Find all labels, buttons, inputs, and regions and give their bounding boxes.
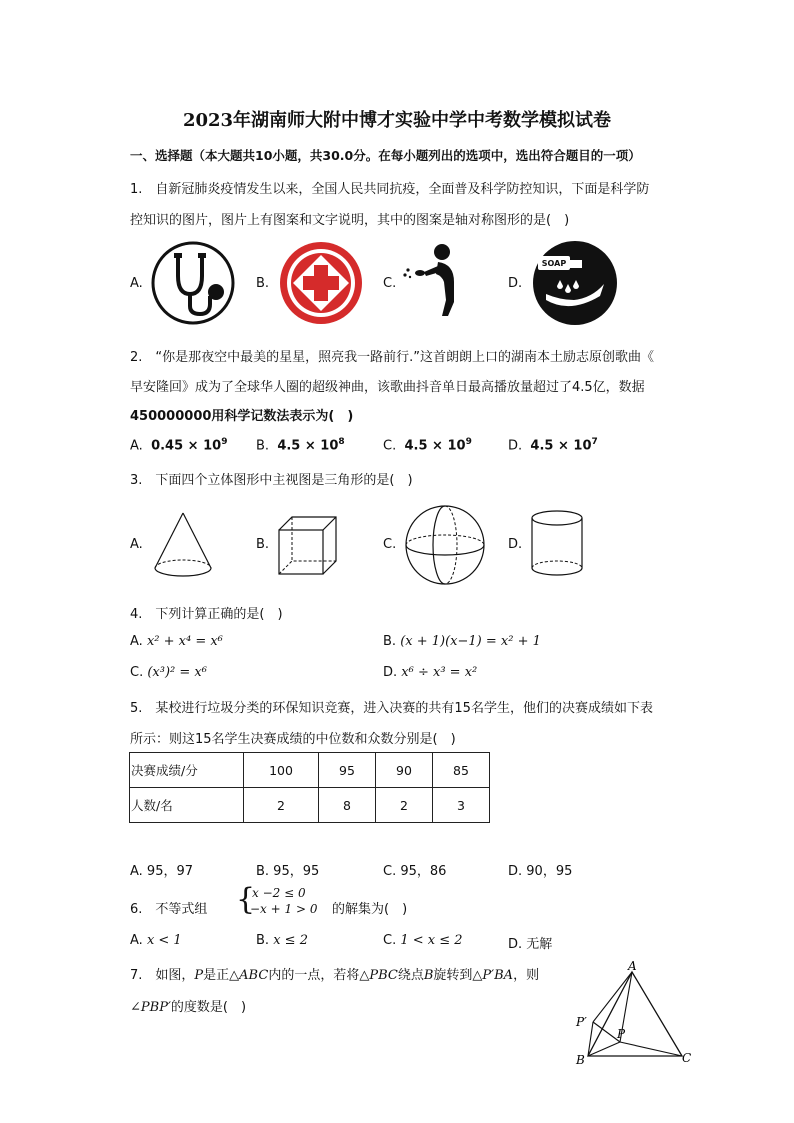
- table-cell: 3: [433, 788, 490, 823]
- q3-label-b: B.: [256, 537, 270, 552]
- q6-brace: {: [236, 882, 256, 917]
- q6-option-a: [130, 933, 182, 948]
- soap-handwash-icon: [530, 238, 620, 328]
- table-cell: 2: [244, 788, 319, 823]
- table-row: [130, 788, 490, 823]
- soap-label: SOAP: [541, 259, 567, 268]
- fig-label-p: P: [617, 1027, 626, 1041]
- cylinder-shape: [528, 508, 586, 580]
- q4-b-expr: (x + 1)(x−1) = x² + 1: [400, 634, 541, 649]
- q2-a-base: 0.45 × 10: [151, 438, 222, 454]
- q2-b-base: 4.5 × 10: [277, 438, 339, 454]
- q7-tri-abc: △ABC: [229, 968, 269, 983]
- fig-label-a: A: [628, 959, 637, 973]
- table-cell: 人数/名: [130, 788, 244, 823]
- q7-point-p: P: [194, 968, 204, 983]
- table-cell: 100: [244, 753, 319, 788]
- q7-line1: [130, 964, 539, 983]
- q7-tri-pba: △P′BA: [472, 968, 514, 983]
- q2-line2: 早安隆回》成为了全球华人圈的超级神曲，该歌曲抖音单日最高播放量超过了4.5亿，数据: [130, 380, 645, 395]
- q6-inequality-2: −x + 1 > 0: [250, 902, 318, 916]
- q2-d-exp: 7: [591, 437, 598, 447]
- q6-prefix: 6. 不等式组: [130, 902, 208, 917]
- q2-c-base: 4.5 × 10: [404, 438, 466, 454]
- table-cell: 决赛成绩/分: [130, 753, 244, 788]
- q2-c-label: C.: [383, 438, 397, 454]
- fig-label-pprime: P′: [576, 1015, 587, 1029]
- q2-b-label: B.: [256, 438, 270, 454]
- q6-option-c: [383, 933, 463, 948]
- q5-line1: 5. 某校进行垃圾分类的环保知识竞赛，进入决赛的共有15名学生，他们的决赛成绩如下表: [130, 701, 653, 716]
- cube-shape: [276, 514, 340, 578]
- q7-triangle-figure: [572, 960, 696, 1070]
- q7-point-b: B: [423, 968, 434, 983]
- q5-option-d: D. 90，95: [508, 864, 573, 879]
- q4-option-b: [383, 634, 541, 649]
- q6-c-label: C.: [383, 933, 397, 948]
- q7-text-h: 旋转到: [433, 968, 473, 983]
- q4-c-expr: (x³)² = x⁶: [147, 665, 207, 680]
- q3-label-d: D.: [508, 537, 523, 552]
- cone-shape: [150, 510, 216, 580]
- q7-text-f: 绕点: [397, 968, 424, 983]
- q6-option-b: [256, 933, 308, 948]
- q3-line1: 3. 下面四个立体图形中主视图是三角形的是( ): [130, 473, 413, 488]
- q1-line2: 控知识的图片，图片上有图案和文字说明，其中的图案是轴对称图形的是( ): [130, 213, 570, 228]
- q5-option-c: C. 95，86: [383, 864, 447, 879]
- q2-option-c: [383, 437, 472, 453]
- q2-option-b: [256, 437, 345, 453]
- q2-line1: 2. “你是那夜空中最美的星星，照亮我一路前行.”这首朗朗上口的湖南本土励志原创歌曲《: [130, 350, 655, 365]
- q2-d-base: 4.5 × 10: [530, 438, 592, 454]
- table-cell: 95: [319, 753, 376, 788]
- fig-label-c: C: [682, 1051, 692, 1065]
- table-row: [130, 753, 490, 788]
- section-heading: 一、选择题（本大题共10小题，共30.0分。在每小题列出的选项中，选出符合题目的一项）: [130, 148, 641, 163]
- q2-d-label: D.: [508, 438, 523, 454]
- q2-a-label: A.: [130, 438, 143, 454]
- q4-a-expr: x² + x⁴ = x⁶: [146, 634, 223, 649]
- q6-option-d: [508, 933, 552, 952]
- q2-a-exp: 9: [221, 437, 228, 447]
- q7-line2: [130, 996, 246, 1015]
- q7-text-b: 是正: [203, 968, 230, 983]
- q7-angle: ∠PBP′: [130, 1000, 171, 1015]
- q1-label-a: A.: [130, 276, 143, 291]
- stethoscope-icon: [150, 240, 236, 326]
- q1-label-c: C.: [383, 276, 397, 291]
- q2-option-d: [508, 437, 598, 453]
- q5-option-b: B. 95，95: [256, 864, 320, 879]
- q4-option-d: [383, 665, 477, 680]
- red-cross-icon: [278, 240, 364, 326]
- sphere-shape: [403, 503, 487, 587]
- q7-text-2b: 的度数是( ): [170, 1000, 247, 1015]
- sneezing-person-icon: [402, 242, 466, 318]
- fig-label-b: B: [576, 1053, 585, 1067]
- q6-inequality-1: x −2 ≤ 0: [252, 886, 306, 900]
- q6-a-expr: x < 1: [146, 933, 182, 948]
- q6-suffix: 的解集为( ): [332, 902, 408, 917]
- q4-line1: 4. 下列计算正确的是( ): [130, 607, 283, 622]
- q5-option-a: A. 95，97: [130, 864, 194, 879]
- page-title: 2023年湖南师大附中博才实验中学中考数学模拟试卷: [182, 110, 612, 131]
- q1-line1: 1. 自新冠肺炎疫情发生以来，全国人民共同抗疫，全面普及科学防控知识，下面是科学防: [130, 182, 650, 197]
- q5-line2: 所示：则这15名学生决赛成绩的中位数和众数分别是( ): [130, 732, 456, 747]
- q6-d-label: D.: [508, 937, 523, 952]
- q6-b-label: B.: [256, 933, 270, 948]
- q7-text-d: 内的一点，若将: [268, 968, 360, 983]
- q4-d-label: D.: [383, 665, 398, 680]
- q6-c-expr: 1 < x ≤ 2: [400, 933, 463, 948]
- q2-line3: 450000000用科学记数法表示为( ): [130, 409, 354, 424]
- table-cell: 2: [376, 788, 433, 823]
- q2-b-exp: 8: [338, 437, 345, 447]
- q2-c-exp: 9: [465, 437, 472, 447]
- q4-a-label: A.: [130, 634, 143, 649]
- q7-tri-pbc: △PBC: [359, 968, 398, 983]
- q2-option-a: [130, 437, 227, 453]
- q4-option-c: [130, 665, 207, 680]
- q6-a-label: A.: [130, 933, 143, 948]
- q3-label-c: C.: [383, 537, 397, 552]
- table-cell: 90: [376, 753, 433, 788]
- q4-d-expr: x⁶ ÷ x³ = x²: [401, 665, 478, 680]
- q3-label-a: A.: [130, 537, 143, 552]
- q4-option-a: [130, 634, 223, 649]
- q4-c-label: C.: [130, 665, 144, 680]
- q6-b-expr: x ≤ 2: [273, 933, 308, 948]
- table-cell: 8: [319, 788, 376, 823]
- q7-text-j: ，则: [513, 968, 540, 983]
- q1-label-b: B.: [256, 276, 270, 291]
- q1-label-d: D.: [508, 276, 523, 291]
- table-cell: 85: [433, 753, 490, 788]
- scores-table: [129, 752, 490, 823]
- q6-d-text: 无解: [526, 937, 553, 952]
- q4-b-label: B.: [383, 634, 397, 649]
- q7-text-a: 7. 如图，: [130, 968, 195, 983]
